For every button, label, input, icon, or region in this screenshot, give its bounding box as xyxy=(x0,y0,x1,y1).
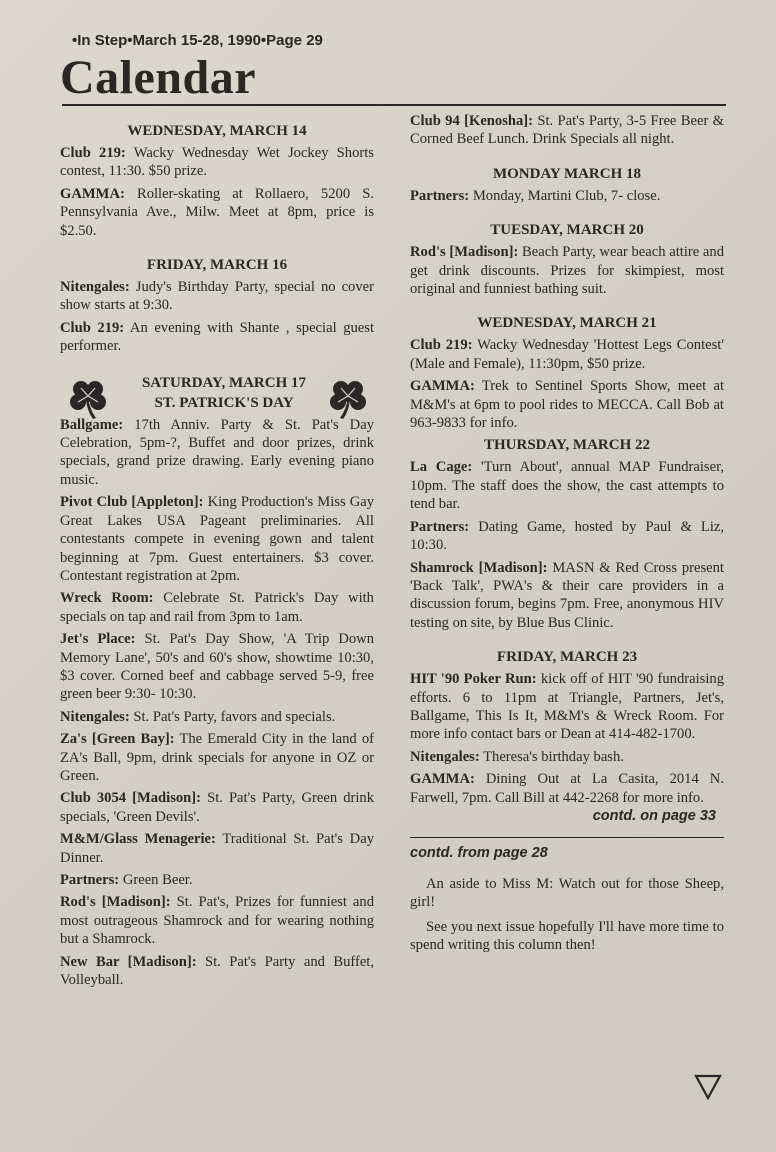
day-heading-tue20: TUESDAY, MARCH 20 xyxy=(490,222,644,239)
list-item xyxy=(410,518,724,555)
list-item xyxy=(60,893,374,948)
list-item xyxy=(60,730,374,785)
list-item xyxy=(60,319,374,356)
venue-name: M&M/Glass Menagerie: xyxy=(60,831,216,848)
day-subheading-st-patricks: ST. PATRICK'S DAY xyxy=(154,394,294,411)
event-text: St. Pat's, Prizes for funniest and most outrageous Shamrock and for wearing nothing but a Shamrock. xyxy=(60,894,375,948)
list-item xyxy=(60,789,374,826)
venue-name: Club 219: xyxy=(60,319,125,336)
list-item xyxy=(410,243,724,298)
day-heading-mon18: MONDAY MARCH 18 xyxy=(492,165,642,182)
list-item xyxy=(60,589,374,626)
venue-name: Shamrock [Madison]: xyxy=(410,559,548,576)
venue-name: Nitengales: xyxy=(60,279,130,296)
venue-name: Za's [Green Bay]: xyxy=(60,731,175,748)
event-text: Beach Party, wear beach attire and get drink discounts. Prizes for skimpiest, most original and funniest bathing suit. xyxy=(410,244,725,298)
left-column xyxy=(60,112,374,993)
continued-on-label: contd. on page 33 xyxy=(592,807,716,824)
venue-name: Nitengales: xyxy=(60,708,130,725)
venue-name: Jet's Place: xyxy=(60,631,136,648)
event-text: Celebrate St. Patrick's Day with specials on tap and rail from 3pm to 1am. xyxy=(60,590,374,625)
venue-name: New Bar [Madison]: xyxy=(60,953,197,970)
bleed-through-shadow xyxy=(416,30,756,110)
venue-name: Ballgame: xyxy=(60,416,124,433)
list-item xyxy=(60,416,374,490)
event-text: MASN & Red Cross present 'Back Talk', PWA's & their care providers in a discussion forum, begins 7pm. Free, anonymous HIV testing on site, by Blue Bus Clinic. xyxy=(410,559,724,631)
list-item xyxy=(60,278,374,315)
list-item xyxy=(60,708,374,726)
list-item xyxy=(410,112,724,149)
event-text: St. Pat's Party, 3-5 Free Beer & Corned Beef Lunch. Drink Specials all night. xyxy=(410,113,724,148)
venue-name: Partners: xyxy=(410,518,470,535)
venue-name: Club 219: xyxy=(60,145,126,161)
venue-name: Rod's [Madison]: xyxy=(410,244,519,261)
event-text: St. Pat's Day Show, 'A Trip Down Memory Lane', 50's and 60's show, showtime 10:30, $3 cover. Corned beef and cabbage served 5-9, free green beer 9:30- 10:30. xyxy=(60,631,374,703)
aside-paragraph: See you next issue hopefully I'll have more time to spend writing this column then! xyxy=(410,918,724,953)
venue-name: GAMMA: xyxy=(60,185,125,202)
list-item xyxy=(410,458,724,513)
list-item xyxy=(410,559,724,633)
day-heading-wed21: WEDNESDAY, MARCH 21 xyxy=(477,315,657,332)
event-text: An evening with Shante , special guest performer. xyxy=(60,319,374,355)
continued-from-label: contd. from page 28 xyxy=(410,845,548,862)
event-text: The Emerald City in the land of ZA's Ball, 9pm, drink specials for anyone in OZ or Green. xyxy=(60,731,375,784)
event-text: Theresa's birthday bash. xyxy=(479,748,624,765)
event-text: Dating Game, hosted by Paul & Liz, 10:30. xyxy=(410,518,724,554)
section-divider xyxy=(410,837,724,838)
shamrock-icon xyxy=(66,376,110,420)
list-item xyxy=(410,748,724,766)
st-patricks-header xyxy=(60,374,374,412)
day-heading-fri16: FRIDAY, MARCH 16 xyxy=(146,257,288,274)
issue-line: •In Step•March 15-28, 1990•Page 29 xyxy=(72,32,323,49)
list-item xyxy=(60,185,374,240)
day-heading-sat17: SATURDAY, MARCH 17 xyxy=(141,374,307,391)
right-column xyxy=(410,112,724,960)
event-text: Traditional St. Pat's Day Dinner. xyxy=(60,831,374,866)
list-item xyxy=(410,377,724,432)
venue-name: Partners: xyxy=(60,872,120,888)
event-text: St. Pat's Party, Green drink specials, 'Green Devils'. xyxy=(60,790,374,825)
aside-paragraph: An aside to Miss M: Watch out for those Sheep, girl! xyxy=(410,875,724,911)
list-item xyxy=(410,770,724,807)
list-item xyxy=(60,830,374,867)
event-text: St. Pat's Party, favors and specials. xyxy=(129,708,336,725)
venue-name: Partners: xyxy=(410,187,470,204)
venue-name: HIT '90 Poker Run: xyxy=(410,671,537,688)
day-heading-thu22: THURSDAY, MARCH 22 xyxy=(484,437,650,454)
list-item xyxy=(60,953,374,990)
event-text: Roller-skating at Rollaero, 5200 S. Pennsylvania Ave., Milw. Meet at 8pm, price is $2.50. xyxy=(60,185,374,239)
list-item xyxy=(410,187,724,205)
venue-name: Nitengales: xyxy=(410,748,480,765)
venue-name: Club 3054 [Madison]: xyxy=(60,790,202,807)
list-item xyxy=(410,336,724,373)
venue-name: Club 219: xyxy=(410,337,473,354)
venue-name: GAMMA: xyxy=(410,378,475,395)
event-text: Wacky Wednesday 'Hottest Legs Contest' (Male and Female), 11:30pm, $50 prize. xyxy=(410,337,724,372)
venue-name: Rod's [Madison]: xyxy=(60,894,171,911)
venue-name: Pivot Club [Appleton]: xyxy=(60,494,204,511)
list-item xyxy=(410,670,724,744)
end-mark-triangle-icon xyxy=(694,1074,722,1100)
shamrock-icon xyxy=(326,376,370,420)
event-text: St. Pat's Party and Buffet, Volleyball. xyxy=(60,953,374,989)
event-text: Dining Out at La Casita, 2014 N. Farwell, 7pm. Call Bill at 442-2268 for more info. xyxy=(410,771,724,806)
event-text: Trek to Sentinel Sports Show, meet at M&M's at 6pm to pool rides to MECCA. Call Bob at 963-9833 for info. xyxy=(410,378,724,432)
list-item xyxy=(60,144,374,181)
event-text: 17th Anniv. Party & St. Pat's Day Celebration, 5pm-?, Buffet and door prizes, drink specials, grand prize drawing. Early evening piano music. xyxy=(60,416,374,488)
event-text: Wacky Wednesday Wet Jockey Shorts contest, 11:30. $50 prize. xyxy=(60,145,374,180)
venue-name: Wreck Room: xyxy=(60,590,154,607)
day-heading-fri23: FRIDAY, MARCH 23 xyxy=(496,649,638,666)
venue-name: Club 94 [Kenosha]: xyxy=(410,113,534,129)
event-text: Green Beer. xyxy=(119,872,193,888)
event-text: King Production's Miss Gay Great Lakes USA Pageant preliminaries. All contestants compete in evening gown and talent beginning at 7pm. Guest entertainers. $3 cover. Contestant registration at 2pm. xyxy=(60,494,375,584)
list-item xyxy=(60,630,374,704)
event-text: 'Turn About', annual MAP Fundraiser, 10pm. The staff does the show, the cast attempts to tend bar. xyxy=(410,459,724,513)
list-item xyxy=(60,871,374,889)
venue-name: La Cage: xyxy=(410,459,473,476)
day-heading-wed14: WEDNESDAY, MARCH 14 xyxy=(127,123,307,139)
venue-name: GAMMA: xyxy=(410,771,475,788)
list-item xyxy=(60,493,374,585)
title-rule xyxy=(62,104,726,106)
event-text: kick off of HIT '90 fundraising efforts. 6 to 11pm at Triangle, Partners, Jet's, Ballgame, This Is It, M&M's & Wreck Room. For more info contact bars or Dean at 414-482-1700. xyxy=(410,671,724,743)
page-title: Calendar xyxy=(60,51,256,104)
event-text: Judy's Birthday Party, special no cover show starts at 9:30. xyxy=(60,279,374,314)
event-text: Monday, Martini Club, 7- close. xyxy=(469,187,661,204)
